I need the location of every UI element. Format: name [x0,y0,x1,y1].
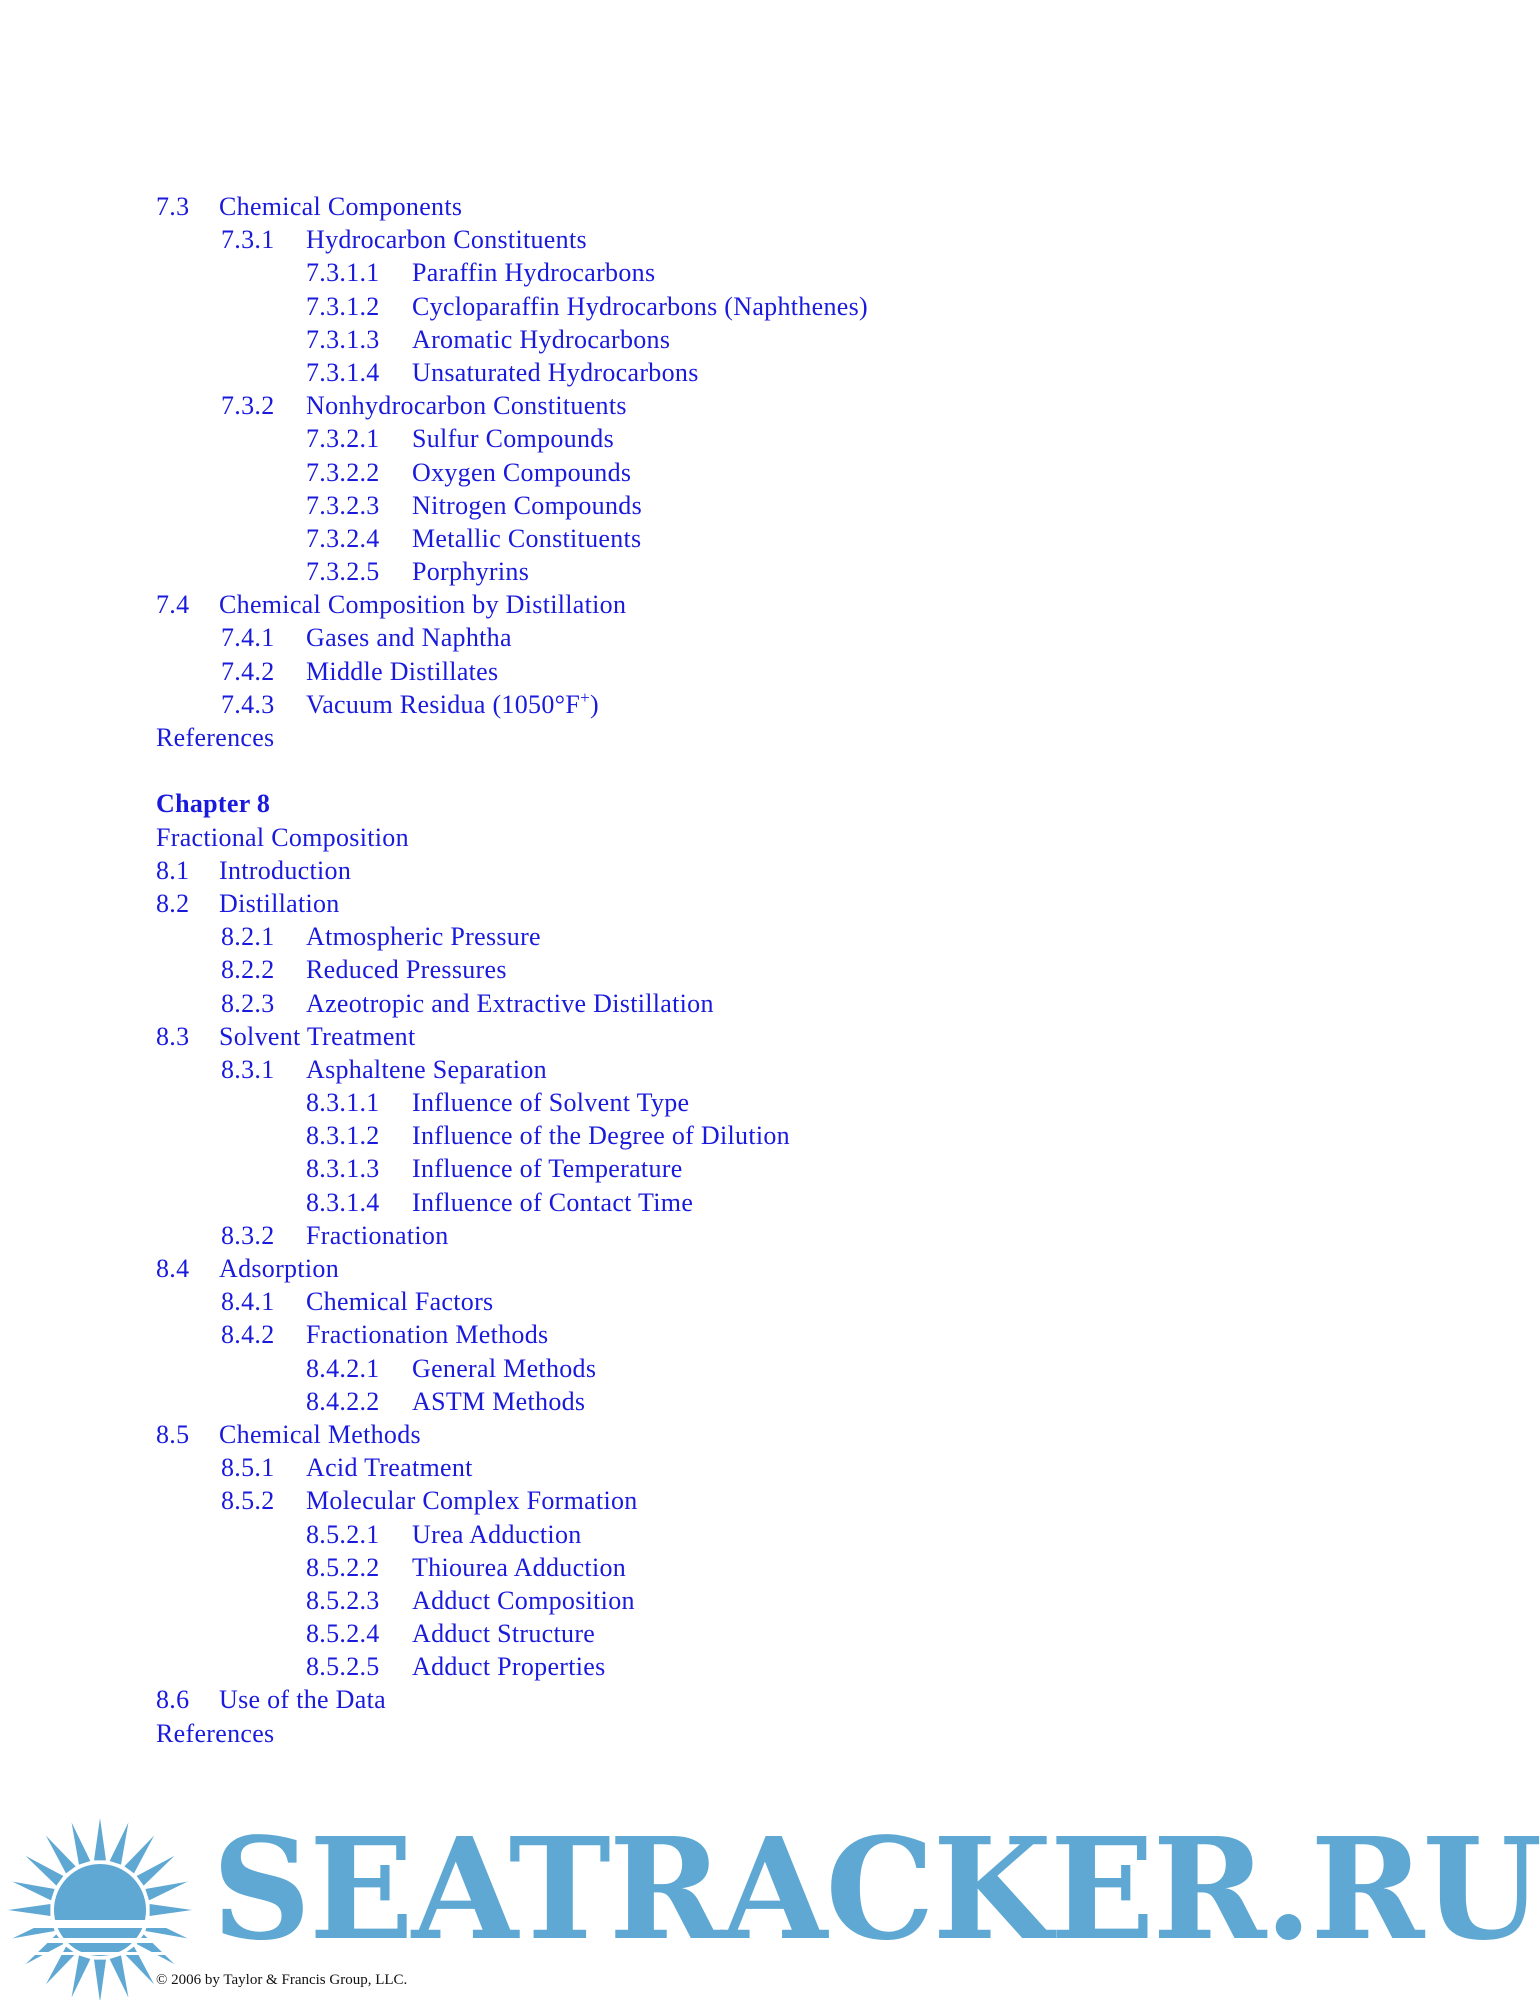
toc-entry[interactable] [156,1418,1256,1451]
toc-entry-title-text: Nitrogen Compounds [412,490,643,520]
toc-entry-title[interactable] [219,588,626,621]
toc-entry-title-text: Middle Distillates [306,656,499,686]
toc-entry[interactable] [156,1683,1256,1716]
toc-entry-number: 8.5.2.2 [306,1552,380,1582]
toc-entry-title-text: Adsorption [219,1254,339,1283]
toc-entry-number: 8.5.2.4 [306,1619,380,1649]
toc-entry-title-text: Chemical Factors [306,1287,494,1317]
toc-entry-title-text: Chapter 8 [156,789,271,819]
toc-entry-number: 8.5.1 [221,1453,275,1483]
toc-entry-number: 7.3.1.1 [306,258,380,288]
toc-entry[interactable] [156,721,1256,754]
toc-entry-number: 8.2.2 [221,955,275,985]
superscript: + [580,687,590,707]
toc-entry-number: 8.3.1.2 [306,1121,380,1151]
toc-entry-title[interactable] [412,1650,606,1683]
toc-entry-title[interactable] [412,256,655,289]
toc-entry[interactable] [156,389,1256,422]
toc-entry-number: 8.3.2 [221,1220,275,1250]
sun-ray [46,1836,76,1874]
toc-entry-title[interactable] [412,290,868,323]
sun-ray [72,1823,91,1865]
toc-entry-title-text: Distillation [219,888,340,918]
toc-entry-title[interactable] [412,522,641,555]
toc-entry[interactable] [156,1617,1256,1650]
toc-entry-title-text: Hydrocarbon Constituents [306,225,587,255]
toc-entry-title[interactable] [412,323,670,356]
sun-ray [145,1882,187,1901]
sun-ray [110,1955,129,1997]
toc-entry-title[interactable] [306,655,498,688]
toc-entry-title-text: Fractionation Methods [306,1320,549,1350]
toc-entry-number: 7.3.1 [221,225,275,255]
toc-entry-number: 8.6 [156,1685,190,1715]
toc-entry-title[interactable] [219,1020,416,1053]
toc-entry-number: 8.5.2.3 [306,1585,380,1615]
toc-entry[interactable] [156,356,1256,389]
toc-entry-title-text: Gases and Naphtha [306,623,512,653]
toc-entry[interactable] [156,1020,1256,1053]
toc-entry-title[interactable] [412,1086,689,1119]
toc-entry-number: 7.3.2.1 [306,424,380,454]
toc-entry-title-text: General Methods [412,1353,597,1383]
toc-entry[interactable] [156,621,1256,654]
toc-entry-title-text: Aromatic Hydrocarbons [412,324,671,354]
toc-entry-number: 7.3.2.4 [306,523,380,553]
toc-entry-number: 7.3.2.3 [306,490,380,520]
toc-entry[interactable] [156,422,1256,455]
toc-entry[interactable] [156,588,1256,621]
toc-entry-title[interactable] [219,190,462,223]
toc-entry-title-text: Influence of Solvent Type [412,1088,690,1118]
chapter-heading[interactable] [156,787,1256,820]
toc-entry[interactable] [156,1584,1256,1617]
toc-entry-number: 8.5.2 [221,1486,275,1516]
toc-entry-number: 8.4.2 [221,1320,275,1350]
toc-entry-title-text: Oxygen Compounds [412,457,632,487]
toc-entry-title-text: Paraffin Hydrocarbons [412,258,656,288]
sun-ray [150,1904,192,1916]
toc-entry[interactable] [156,1385,1256,1418]
toc-entry-title-text: Thiourea Adduction [412,1552,627,1582]
toc-entry[interactable] [156,1219,1256,1252]
toc-entry[interactable] [156,456,1256,489]
toc-entry[interactable] [156,1252,1256,1285]
toc-entry[interactable] [156,821,1256,854]
toc-entry-title[interactable] [306,1285,493,1318]
toc-entry-title-text: Introduction [219,855,352,885]
toc-entry-title-text: Cycloparaffin Hydrocarbons (Naphthenes) [412,291,868,321]
toc-entry-number: 7.4.2 [221,656,275,686]
toc-entry-title-text: Atmospheric Pressure [306,922,541,952]
toc-entry-title[interactable] [156,787,270,820]
toc-entry-number: 8.1 [156,855,190,885]
toc-entry-title[interactable] [412,456,631,489]
toc-entry-number: 8.4.2.1 [306,1353,380,1383]
toc-entry-title-text: Vacuum Residua (1050°F [306,689,581,719]
toc-entry-title-text: Metallic Constituents [412,523,642,553]
toc-entry-title-text: Reduced Pressures [306,955,507,985]
toc-entry-title-text: Influence of the Degree of Dilution [412,1121,790,1151]
toc-entry-title[interactable] [412,422,614,455]
toc-entry-number: 8.4 [156,1254,190,1283]
toc-entry-title-text: Chemical Components [219,192,463,221]
toc-entry[interactable] [156,688,1256,721]
toc-entry[interactable] [156,655,1256,688]
toc-entry-number: 7.4 [156,590,190,620]
toc-entry-number: 8.4.2.2 [306,1386,380,1416]
toc-entry[interactable] [156,1451,1256,1484]
toc-entry[interactable] [156,1352,1256,1385]
toc-entry-title[interactable] [156,821,409,854]
toc-entry-title[interactable] [412,1152,683,1185]
toc-entry-title[interactable] [412,1186,693,1219]
sun-ray [8,1904,50,1916]
toc-entry-title[interactable] [412,1518,582,1551]
toc-entry-title[interactable] [306,1219,449,1252]
toc-entry-number: 7.3.2 [221,391,275,421]
toc-entry[interactable] [156,1053,1256,1086]
toc-entry-title[interactable] [306,953,507,986]
sun-ray [124,1836,154,1874]
toc-entry[interactable] [156,1318,1256,1351]
toc-entry-number: 8.3 [156,1021,190,1051]
toc-entry-title-text: Acid Treatment [306,1453,473,1483]
sun-ray [94,1960,106,2000]
toc-entry-number: 7.3.1.2 [306,291,380,321]
toc-entry[interactable] [156,854,1256,887]
toc-entry-title[interactable] [306,987,714,1020]
toc-entry-title[interactable] [156,1717,274,1750]
toc-entry-title-text: Fractionation [306,1220,449,1250]
toc-entry-title-text: Porphyrins [412,557,530,587]
toc-entry-title[interactable] [306,621,512,654]
sun-ray [137,1856,175,1886]
toc-entry[interactable] [156,256,1256,289]
sun-ray [110,1823,129,1865]
toc-entry-number: 7.3.2.5 [306,557,380,587]
toc-entry[interactable] [156,1551,1256,1584]
toc-entry-number: 8.3.1.1 [306,1088,380,1118]
toc-entry[interactable] [156,323,1256,356]
toc-entry-title[interactable] [219,1683,386,1716]
toc-entry-title[interactable] [306,1318,548,1351]
sun-ray [26,1856,64,1886]
watermark-text: SEATRACKER.RU [212,1808,1540,1972]
toc-entry-number: 8.5.2.1 [306,1519,380,1549]
toc-entry-number: 8.2.3 [221,988,275,1018]
toc-entry-title[interactable] [412,1617,595,1650]
toc-entry-title[interactable] [156,721,274,754]
toc-entry-title[interactable] [306,223,587,256]
toc-entry[interactable] [156,223,1256,256]
toc-entry-title-text: Urea Adduction [412,1519,582,1549]
toc-entry-title[interactable] [219,1252,339,1285]
toc-entry[interactable] [156,290,1256,323]
toc-entry-title[interactable] [219,1418,421,1451]
toc-entry-title-text: Use of the Data [219,1685,386,1715]
sun-ray [72,1955,91,1997]
toc-entry-number: 8.4.1 [221,1287,275,1317]
toc-entry-title-text: ASTM Methods [412,1386,586,1416]
toc-entry-title[interactable] [412,1385,585,1418]
toc-entry-number: 8.3.1 [221,1054,275,1084]
toc-entry-title-text: Chemical Methods [219,1419,421,1449]
toc-entry-title-text: References [156,723,275,752]
toc-entry-title-text: Solvent Treatment [219,1021,416,1051]
sun-ray [94,1818,106,1860]
toc-entry-title[interactable] [412,489,642,522]
toc-entry-title-text: Adduct Composition [412,1585,635,1615]
toc-entry[interactable] [156,887,1256,920]
toc-entry-title[interactable] [306,389,627,422]
toc-entry-number: 7.3 [156,192,190,221]
toc-entry[interactable] [156,1186,1256,1219]
toc-entry-title[interactable] [306,1451,473,1484]
toc-entry-title-text: Unsaturated Hydrocarbons [412,357,699,387]
toc-entry-title-text: Azeotropic and Extractive Distillation [306,988,714,1018]
toc-entry-number: 7.3.2.2 [306,457,380,487]
toc-entry-title[interactable] [219,854,351,887]
toc-entry[interactable] [156,1152,1256,1185]
toc-entry-title-text: Asphaltene Separation [306,1054,547,1084]
copyright-footer: © 2006 by Taylor & Francis Group, LLC. [156,1972,408,1988]
toc-entry[interactable] [156,555,1256,588]
toc-entry-number: 8.5.2.5 [306,1652,380,1682]
toc-entry-title[interactable] [219,887,340,920]
toc-entry-title[interactable] [412,555,529,588]
toc-entry-title[interactable] [306,1484,638,1517]
toc-entry-title-text: Sulfur Compounds [412,424,614,454]
toc-entry[interactable] [156,1518,1256,1551]
toc-entry-title-text: References [156,1718,275,1748]
toc-entry-title[interactable] [306,1053,547,1086]
toc-entry-title-text: Molecular Complex Formation [306,1486,638,1516]
toc-entry-title[interactable] [412,1119,790,1152]
toc-entry-number: 7.3.1.3 [306,324,380,354]
toc-entry-title[interactable] [412,1352,596,1385]
toc-entry[interactable] [156,522,1256,555]
toc-entry[interactable] [156,987,1256,1020]
toc-entry-number: 7.3.1.4 [306,357,380,387]
sun-ray [13,1882,55,1901]
toc-entry[interactable] [156,1484,1256,1517]
toc-entry[interactable] [156,1650,1256,1683]
toc-entry[interactable] [156,1717,1256,1750]
toc-entry-number: 8.2 [156,888,190,918]
toc-entry-number: 7.4.1 [221,623,275,653]
toc-entry-title-text: Influence of Temperature [412,1154,683,1184]
table-of-contents [156,190,1256,1750]
toc-entry-title-text: Nonhydrocarbon Constituents [306,391,627,421]
toc-entry-number: 8.5 [156,1419,190,1449]
toc-entry-title-tail: ) [589,689,599,719]
toc-entry-title-text: Adduct Structure [412,1619,596,1649]
toc-entry[interactable] [156,190,1256,223]
toc-entry[interactable] [156,953,1256,986]
toc-entry-title[interactable] [306,688,599,721]
toc-entry-number: 7.4.3 [221,689,275,719]
toc-entry[interactable] [156,920,1256,953]
toc-entry-title-text: Influence of Contact Time [412,1187,694,1217]
toc-entry[interactable] [156,1086,1256,1119]
toc-entry-number: 8.2.1 [221,922,275,952]
toc-entry-title[interactable] [412,1551,626,1584]
toc-entry-title[interactable] [412,356,699,389]
toc-entry-title[interactable] [412,1584,635,1617]
toc-entry-title[interactable] [306,920,541,953]
toc-entry[interactable] [156,1119,1256,1152]
toc-entry-title-text: Chemical Composition by Distillation [219,590,627,620]
toc-entry[interactable] [156,1285,1256,1318]
toc-entry[interactable] [156,489,1256,522]
toc-entry-title-text: Adduct Properties [412,1652,606,1682]
spacer [156,754,1256,787]
toc-entry-number: 8.3.1.3 [306,1154,380,1184]
toc-entry-title-text: Fractional Composition [156,822,409,852]
toc-entry-number: 8.3.1.4 [306,1187,380,1217]
